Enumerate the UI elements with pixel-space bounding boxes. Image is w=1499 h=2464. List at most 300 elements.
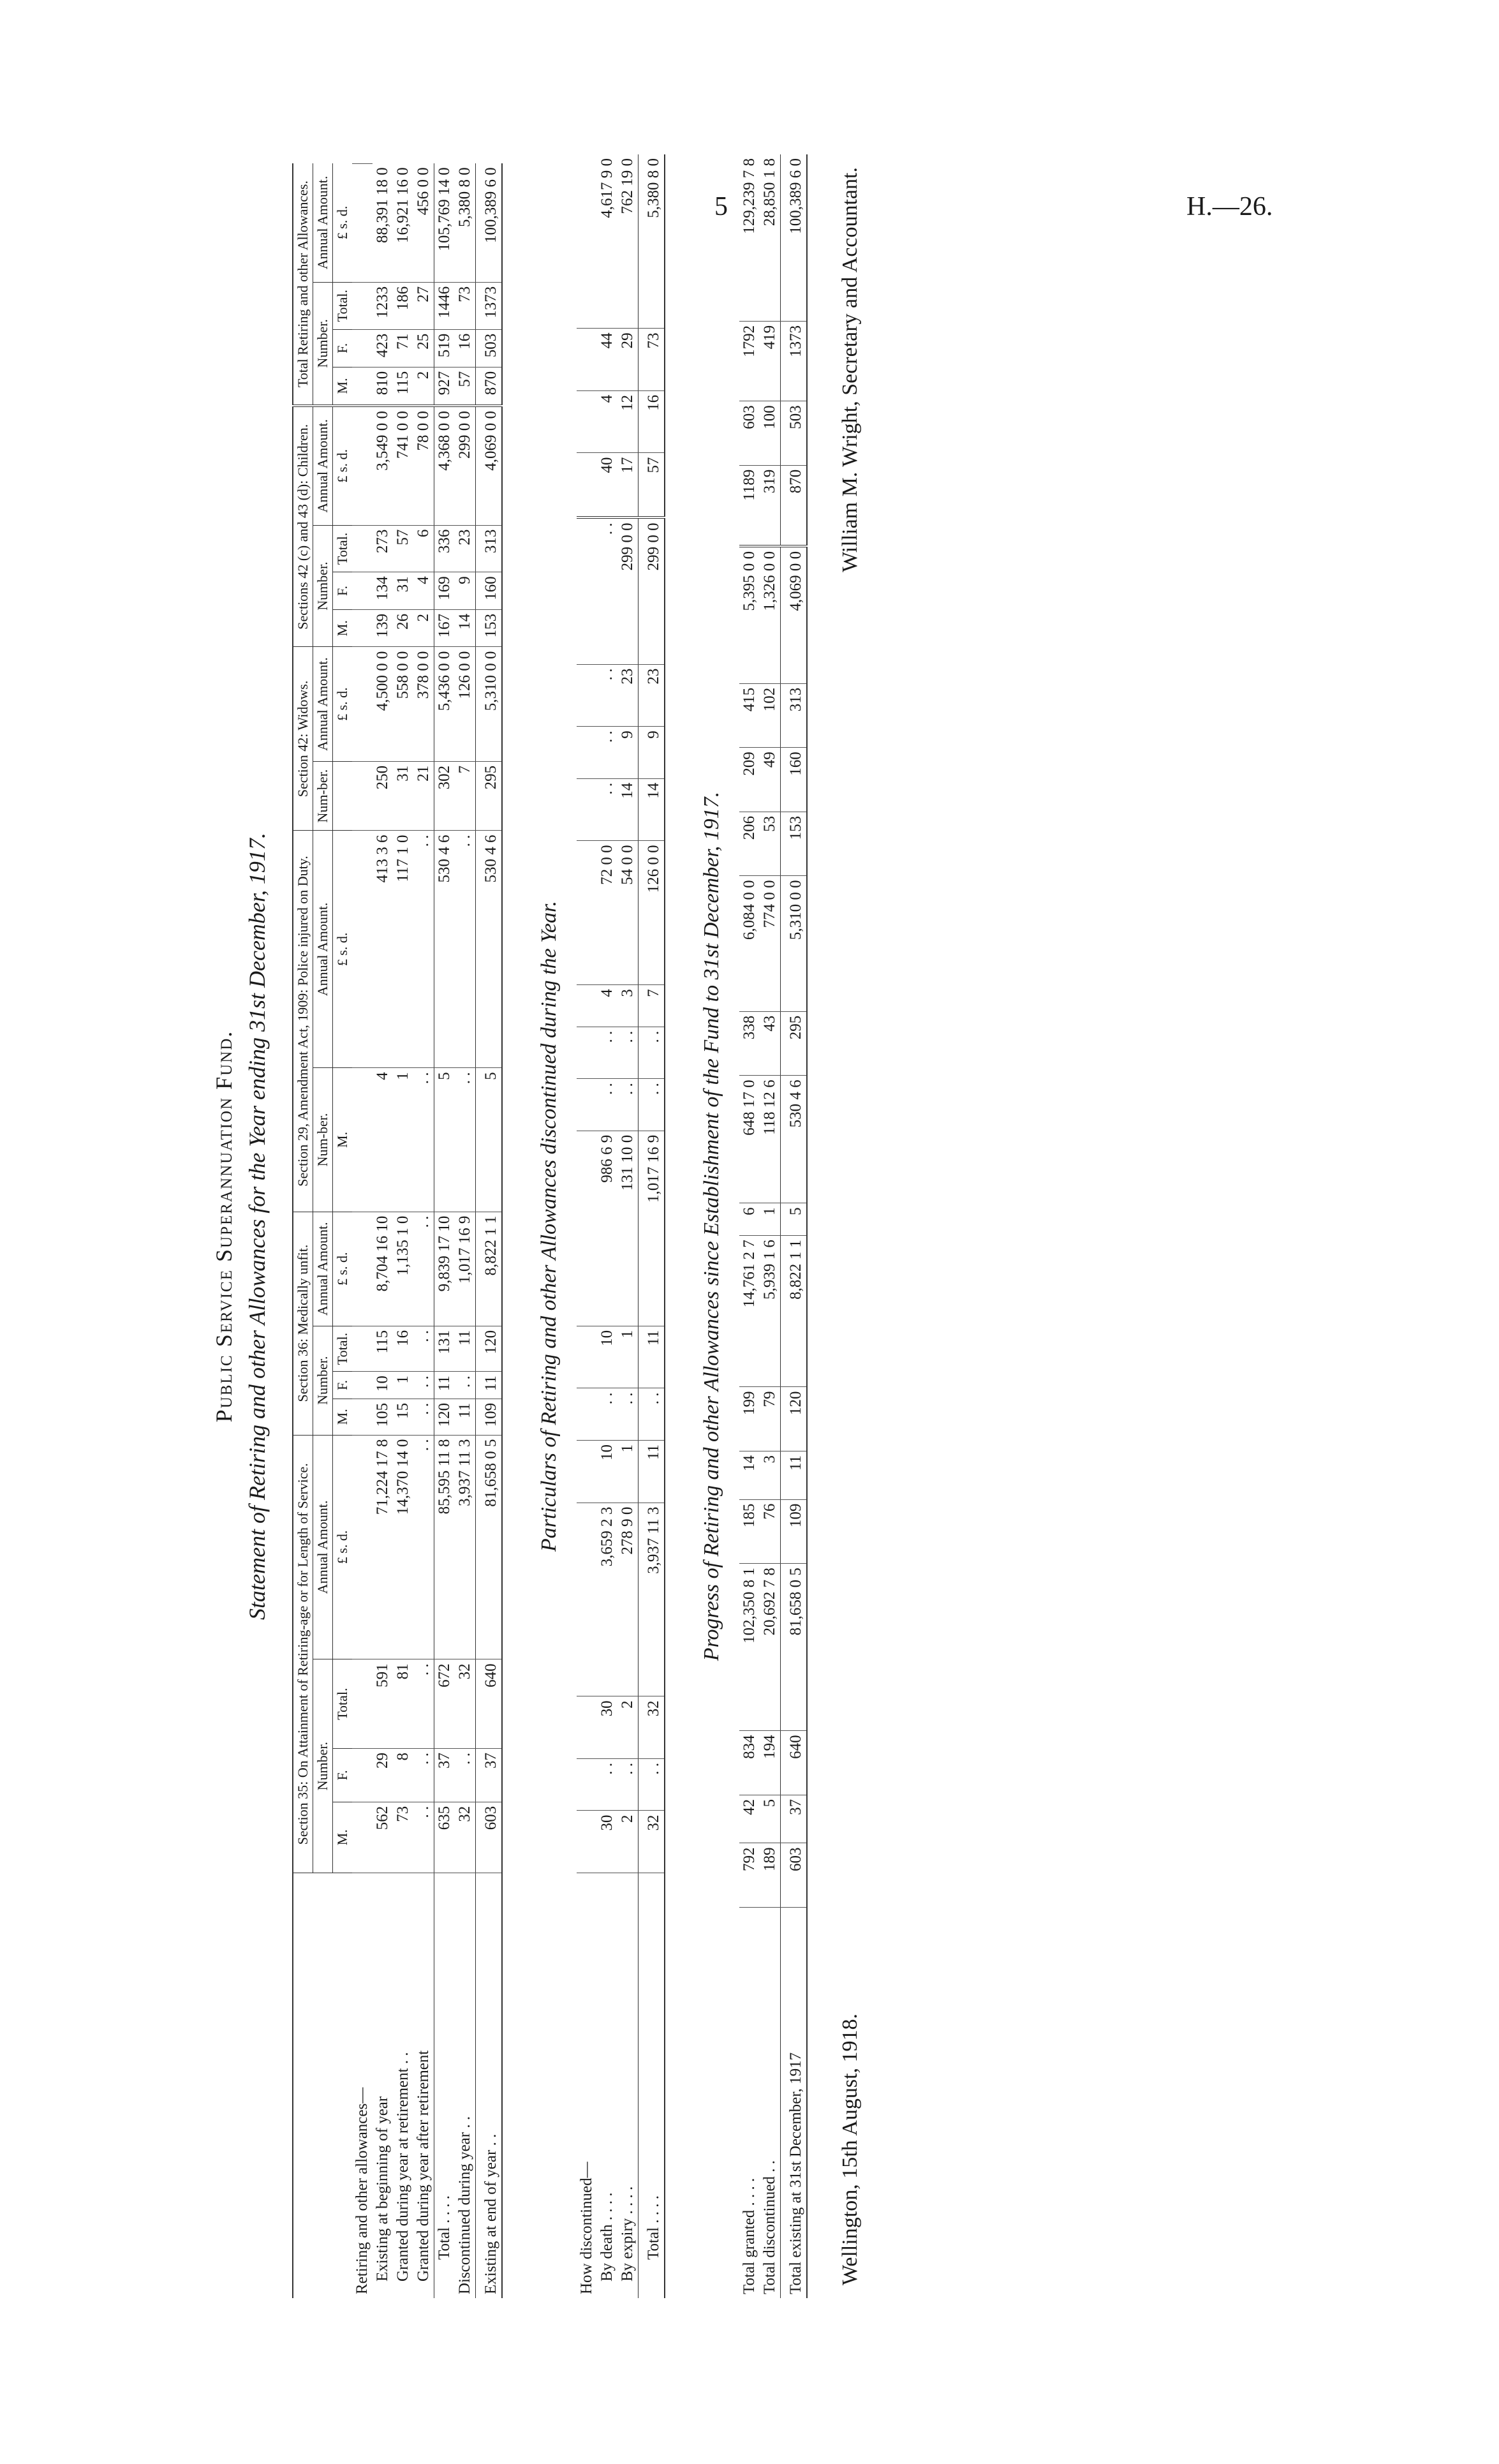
subheader-annual: Annual Amount. bbox=[313, 1212, 333, 1326]
cell: 10 bbox=[373, 1372, 393, 1399]
leaf-header-f: F. bbox=[333, 329, 353, 367]
cell: 672 bbox=[434, 1659, 455, 1749]
cell: 14,761 2 7 bbox=[739, 1236, 760, 1387]
cell bbox=[577, 1696, 597, 1759]
header-blank bbox=[333, 1873, 353, 2299]
cell: 11 bbox=[434, 1372, 455, 1399]
cell bbox=[352, 609, 373, 647]
header-blank bbox=[293, 1873, 313, 2299]
cell: 27 bbox=[413, 282, 434, 329]
cell: 167 bbox=[434, 609, 455, 647]
cell: 23 bbox=[639, 664, 665, 727]
cell: 169 bbox=[434, 572, 455, 610]
group-header-s36: Section 36: Medically unfit. bbox=[293, 1212, 313, 1435]
cell: 3 bbox=[760, 1451, 781, 1499]
leaf-header-m: M. bbox=[333, 1802, 353, 1873]
group-header-total: Total Retiring and other Allowances. bbox=[293, 163, 313, 406]
cell bbox=[352, 1212, 373, 1326]
cell: 5 bbox=[434, 1068, 455, 1212]
leaf-header-lsd: £ s. d. bbox=[333, 1435, 353, 1659]
cell: 6 bbox=[413, 525, 434, 572]
cell: 72 0 0 bbox=[597, 841, 617, 985]
cell: 160 bbox=[476, 572, 503, 610]
cell: 986 6 9 bbox=[597, 1131, 617, 1326]
cell: 8 bbox=[393, 1749, 413, 1802]
cell: . . bbox=[597, 1027, 617, 1079]
cell: . . bbox=[597, 1388, 617, 1441]
cell: 4,500 0 0 bbox=[373, 647, 393, 761]
row-label: Total granted . . . . bbox=[741, 2178, 758, 2294]
cell bbox=[577, 390, 597, 453]
progress-table bbox=[739, 154, 808, 2298]
row-label: By death . . . . bbox=[598, 2192, 616, 2282]
progress-row bbox=[739, 154, 760, 2298]
cell: 11 bbox=[455, 1326, 476, 1371]
cell: 870 bbox=[476, 367, 503, 406]
cell bbox=[352, 282, 373, 329]
row-label: Granted during year at retirement . . bbox=[394, 2052, 411, 2282]
cell: 5,939 1 6 bbox=[760, 1236, 781, 1387]
cell: 129,239 7 8 bbox=[739, 154, 760, 321]
cell: . . bbox=[617, 1758, 639, 1811]
cell: 299 0 0 bbox=[455, 406, 476, 525]
cell: 9 bbox=[639, 727, 665, 779]
cell: 1 bbox=[617, 1441, 639, 1503]
cell bbox=[352, 761, 373, 831]
cell: 4,617 9 0 bbox=[597, 154, 617, 329]
cell: 71,224 17 8 bbox=[373, 1435, 393, 1659]
statement-row bbox=[373, 154, 393, 2298]
cell bbox=[352, 647, 373, 761]
leaf-header-m: M. bbox=[333, 367, 353, 406]
cell bbox=[352, 1749, 373, 1802]
cell: 53 bbox=[760, 812, 781, 876]
cell bbox=[352, 1068, 373, 1212]
row-label: By expiry . . . . bbox=[619, 2186, 636, 2282]
cell: 3,937 11 3 bbox=[639, 1503, 665, 1696]
cell: 16 bbox=[639, 390, 665, 453]
cell: 378 0 0 bbox=[413, 647, 434, 761]
cell: 1 bbox=[393, 1068, 413, 1212]
cell: 57 bbox=[455, 367, 476, 406]
cell: 6,084 0 0 bbox=[739, 876, 760, 1011]
cell: 153 bbox=[476, 609, 503, 647]
cell: 299 0 0 bbox=[639, 517, 665, 664]
cell: 640 bbox=[781, 1731, 808, 1795]
cell: 603 bbox=[781, 1843, 808, 1908]
cell: . . bbox=[413, 1749, 434, 1802]
statement-subtitle: Statement of Retiring and other Allowances for the Year ending 31st December, 1917. bbox=[244, 833, 270, 1620]
cell: . . bbox=[617, 1079, 639, 1131]
cell: 295 bbox=[781, 1011, 808, 1076]
cell: 76 bbox=[760, 1499, 781, 1564]
cell: . . bbox=[639, 1758, 665, 1811]
cell: . . bbox=[413, 1372, 434, 1399]
leaf-header-tot: Total. bbox=[333, 525, 353, 572]
cell: 81,658 0 5 bbox=[476, 1435, 503, 1659]
cell: 519 bbox=[434, 329, 455, 367]
cell: 118 12 6 bbox=[760, 1076, 781, 1203]
cell bbox=[577, 1079, 597, 1131]
discontinued-row bbox=[577, 154, 597, 2298]
cell bbox=[577, 1326, 597, 1388]
statement-table-body bbox=[352, 154, 502, 2298]
cell: 648 17 0 bbox=[739, 1076, 760, 1203]
cell: 603 bbox=[476, 1802, 503, 1873]
cell: 37 bbox=[434, 1749, 455, 1802]
cell: 774 0 0 bbox=[760, 876, 781, 1011]
cell: 160 bbox=[781, 748, 808, 812]
cell bbox=[352, 329, 373, 367]
cell: 115 bbox=[373, 1326, 393, 1371]
progress-row bbox=[760, 154, 781, 2298]
cell: 562 bbox=[373, 1802, 393, 1873]
cell: 1792 bbox=[739, 321, 760, 401]
subheader-annual: Annual Amount. bbox=[313, 1435, 333, 1659]
cell bbox=[577, 778, 597, 841]
cell: . . bbox=[413, 1435, 434, 1659]
cell: 105,769 14 0 bbox=[434, 163, 455, 282]
cell: 336 bbox=[434, 525, 455, 572]
group-header-s35: Section 35: On Attainment of Retiring-age or for Length of Service. bbox=[293, 1435, 313, 1873]
cell: 741 0 0 bbox=[393, 406, 413, 525]
cell: 102,350 8 1 bbox=[739, 1564, 760, 1731]
group-header-s29: Section 29, Amendment Act, 1909: Police injured on Duty. bbox=[293, 831, 313, 1212]
discontinued-row bbox=[597, 154, 617, 2298]
cell: 126 0 0 bbox=[639, 841, 665, 985]
cell: 4 bbox=[373, 1068, 393, 1212]
cell bbox=[352, 1399, 373, 1435]
leaf-header-lsd: £ s. d. bbox=[333, 163, 353, 282]
cell: 100,389 6 0 bbox=[476, 163, 503, 282]
cell: 11 bbox=[639, 1326, 665, 1388]
cell: 32 bbox=[455, 1802, 476, 1873]
cell: 1446 bbox=[434, 282, 455, 329]
cell: 26 bbox=[393, 609, 413, 647]
cell: 23 bbox=[455, 525, 476, 572]
cell: . . bbox=[617, 1027, 639, 1079]
cell: 591 bbox=[373, 1659, 393, 1749]
cell: 4,069 0 0 bbox=[476, 406, 503, 525]
cell: 9,839 17 10 bbox=[434, 1212, 455, 1326]
cell: 3 bbox=[617, 985, 639, 1027]
subheader-number: Number. bbox=[313, 525, 333, 647]
cell: 17 bbox=[617, 453, 639, 517]
cell bbox=[352, 163, 373, 282]
cell: 503 bbox=[476, 329, 503, 367]
cell: 503 bbox=[781, 401, 808, 466]
leaf-header-lsd: £ s. d. bbox=[333, 831, 353, 1068]
cell: 194 bbox=[760, 1731, 781, 1795]
cell: . . bbox=[597, 1079, 617, 1131]
progress-row bbox=[781, 154, 808, 2298]
cell: 1 bbox=[617, 1326, 639, 1388]
cell: . . bbox=[413, 831, 434, 1068]
row-label: Total discontinued . . bbox=[761, 2160, 778, 2294]
cell: 16 bbox=[455, 329, 476, 367]
discontinued-table bbox=[577, 154, 665, 2298]
cell: 78 0 0 bbox=[413, 406, 434, 525]
cell: 2 bbox=[413, 367, 434, 406]
leaf-header-m: M. bbox=[333, 1399, 353, 1435]
cell: 189 bbox=[760, 1843, 781, 1908]
cell: 5 bbox=[781, 1203, 808, 1236]
cell: 278 9 0 bbox=[617, 1503, 639, 1696]
cell: 79 bbox=[760, 1387, 781, 1451]
cell: 11 bbox=[476, 1372, 503, 1399]
leaf-header-f: F. bbox=[333, 1749, 353, 1802]
content-body bbox=[210, 154, 862, 2298]
cell: 12 bbox=[617, 390, 639, 453]
cell: 29 bbox=[617, 329, 639, 391]
subheader-number: Number. bbox=[313, 1659, 333, 1873]
cell: 2 bbox=[617, 1811, 639, 1873]
cell bbox=[352, 154, 373, 163]
cell: 810 bbox=[373, 367, 393, 406]
cell: 28,850 1 8 bbox=[760, 154, 781, 321]
statement-row bbox=[455, 154, 476, 2298]
cell: 71 bbox=[393, 329, 413, 367]
leaf-header-f: F. bbox=[333, 572, 353, 610]
discontinued-title: Particulars of Retiring and other Allowances discontinued during the Year. bbox=[537, 901, 561, 1552]
cell: . . bbox=[639, 1079, 665, 1131]
cell: 32 bbox=[455, 1659, 476, 1749]
cell: . . bbox=[597, 1758, 617, 1811]
cell bbox=[577, 1811, 597, 1873]
cell: 3,937 11 3 bbox=[455, 1435, 476, 1659]
statement-row bbox=[393, 154, 413, 2298]
cell: 5 bbox=[760, 1795, 781, 1843]
cell: 3,659 2 3 bbox=[597, 1503, 617, 1696]
cell: 32 bbox=[639, 1696, 665, 1759]
cell: 603 bbox=[739, 401, 760, 466]
leaf-header-blank bbox=[333, 761, 353, 831]
cell: 40 bbox=[597, 453, 617, 517]
statement-row bbox=[413, 154, 434, 2298]
cell: . . bbox=[597, 727, 617, 779]
cell: 1 bbox=[760, 1203, 781, 1236]
cell: 37 bbox=[781, 1795, 808, 1843]
cell: 4,069 0 0 bbox=[781, 546, 808, 683]
cell: 120 bbox=[476, 1326, 503, 1371]
cell: . . bbox=[597, 778, 617, 841]
cell bbox=[577, 154, 597, 329]
cell: 1373 bbox=[781, 321, 808, 401]
cell: 37 bbox=[476, 1749, 503, 1802]
cell bbox=[352, 367, 373, 406]
cell: 186 bbox=[393, 282, 413, 329]
cell: 73 bbox=[455, 282, 476, 329]
cell: 11 bbox=[455, 1399, 476, 1435]
cell: 9 bbox=[617, 727, 639, 779]
cell: . . bbox=[639, 1388, 665, 1441]
cell: 102 bbox=[760, 683, 781, 748]
cell bbox=[577, 1503, 597, 1696]
cell: 32 bbox=[639, 1811, 665, 1873]
cell: 109 bbox=[781, 1499, 808, 1564]
cell bbox=[577, 985, 597, 1027]
cell: 10 bbox=[597, 1326, 617, 1388]
subheader-annual: Annual Amount. bbox=[313, 163, 333, 282]
cell: 120 bbox=[434, 1399, 455, 1435]
statement-row bbox=[434, 154, 455, 2298]
cell: 30 bbox=[597, 1696, 617, 1759]
cell: 1189 bbox=[739, 465, 760, 546]
cell: 319 bbox=[760, 465, 781, 546]
cell: 423 bbox=[373, 329, 393, 367]
cell: 25 bbox=[413, 329, 434, 367]
cell: 456 0 0 bbox=[413, 163, 434, 282]
cell: 81 bbox=[393, 1659, 413, 1749]
cell: 1 bbox=[393, 1372, 413, 1399]
cell: 126 0 0 bbox=[455, 647, 476, 761]
cell: . . bbox=[455, 1372, 476, 1399]
cell: 313 bbox=[476, 525, 503, 572]
cell: 57 bbox=[639, 453, 665, 517]
cell: 635 bbox=[434, 1802, 455, 1873]
cell: 415 bbox=[739, 683, 760, 748]
cell: 120 bbox=[781, 1387, 808, 1451]
cell bbox=[577, 453, 597, 517]
cell: . . bbox=[639, 1027, 665, 1079]
cell bbox=[577, 1388, 597, 1441]
cell: 131 bbox=[434, 1326, 455, 1371]
cell bbox=[577, 517, 597, 664]
cell bbox=[352, 525, 373, 572]
cell: . . bbox=[597, 664, 617, 727]
cell: 8,822 1 1 bbox=[476, 1212, 503, 1326]
cell: 131 10 0 bbox=[617, 1131, 639, 1326]
cell: 49 bbox=[760, 748, 781, 812]
cell: . . bbox=[413, 1212, 434, 1326]
cell: . . bbox=[413, 1802, 434, 1873]
progress-table-body bbox=[739, 154, 807, 2298]
cell: 206 bbox=[739, 812, 760, 876]
cell: 153 bbox=[781, 812, 808, 876]
cell bbox=[352, 1435, 373, 1659]
cell: 9 bbox=[455, 572, 476, 610]
cell: 209 bbox=[739, 748, 760, 812]
cell: 43 bbox=[760, 1011, 781, 1076]
cell: 762 19 0 bbox=[617, 154, 639, 329]
row-label: Existing at beginning of year bbox=[374, 2096, 391, 2282]
leaf-header-lsd: £ s. d. bbox=[333, 647, 353, 761]
footer bbox=[838, 154, 862, 2298]
cell: . . bbox=[455, 1068, 476, 1212]
cell: 54 0 0 bbox=[617, 841, 639, 985]
discontinued-table-body bbox=[577, 154, 665, 2298]
cell: . . bbox=[413, 1399, 434, 1435]
leaf-header-tot: Total. bbox=[333, 282, 353, 329]
row-label: Total existing at 31st December, 1917 bbox=[781, 1908, 808, 2299]
cell: 16 bbox=[393, 1326, 413, 1371]
cell: 134 bbox=[373, 572, 393, 610]
group-header-s42w: Section 42: Widows. bbox=[293, 647, 313, 831]
cell: 31 bbox=[393, 761, 413, 831]
page-number: 5 bbox=[714, 192, 728, 221]
row-label: Existing at end of year . . bbox=[476, 1873, 503, 2299]
cell: . . bbox=[597, 517, 617, 664]
cell bbox=[577, 1441, 597, 1503]
cell: 29 bbox=[373, 1749, 393, 1802]
cell: 44 bbox=[597, 329, 617, 391]
cell: 185 bbox=[739, 1499, 760, 1564]
cell: 21 bbox=[413, 761, 434, 831]
cell: 1,017 16 9 bbox=[455, 1212, 476, 1326]
cell: 105 bbox=[373, 1399, 393, 1435]
cell: . . bbox=[455, 1749, 476, 1802]
discontinued-row bbox=[639, 154, 665, 2298]
cell: 6 bbox=[739, 1203, 760, 1236]
cell: 7 bbox=[639, 985, 665, 1027]
cell: 85,595 11 8 bbox=[434, 1435, 455, 1659]
cell: 927 bbox=[434, 367, 455, 406]
row-label: Discontinued during year . . bbox=[456, 2116, 473, 2294]
statement-table-header bbox=[293, 154, 352, 2298]
cell: 73 bbox=[393, 1802, 413, 1873]
cell: . . bbox=[455, 831, 476, 1068]
statement-row bbox=[352, 154, 373, 2298]
leaf-header-m: M. bbox=[333, 609, 353, 647]
cell: 42 bbox=[739, 1795, 760, 1843]
cell: 14 bbox=[455, 609, 476, 647]
cell: 530 4 6 bbox=[781, 1076, 808, 1203]
cell: 834 bbox=[739, 1731, 760, 1795]
cell: 530 4 6 bbox=[434, 831, 455, 1068]
row-label: How discontinued— bbox=[578, 2162, 595, 2294]
cell: 100 bbox=[760, 401, 781, 466]
cell bbox=[352, 831, 373, 1068]
cell: 11 bbox=[639, 1441, 665, 1503]
cell: 117 1 0 bbox=[393, 831, 413, 1068]
cell: 295 bbox=[476, 761, 503, 831]
cell: 16,921 16 0 bbox=[393, 163, 413, 282]
subheader-num_ber: Num-ber. bbox=[313, 1068, 333, 1212]
leaf-header-f: F. bbox=[333, 1372, 353, 1399]
cell: 20,692 7 8 bbox=[760, 1564, 781, 1731]
cell: 2 bbox=[617, 1696, 639, 1759]
cell bbox=[577, 1131, 597, 1326]
cell: 299 0 0 bbox=[617, 517, 639, 664]
cell bbox=[352, 406, 373, 525]
subheader-annual: Annual Amount. bbox=[313, 406, 333, 525]
cell: 8,822 1 1 bbox=[781, 1236, 808, 1387]
cell: 5,380 8 0 bbox=[455, 163, 476, 282]
cell: 1233 bbox=[373, 282, 393, 329]
cell: . . bbox=[617, 1388, 639, 1441]
cell: 3,549 0 0 bbox=[373, 406, 393, 525]
cell: 109 bbox=[476, 1399, 503, 1435]
subheader-annual: Annual Amount. bbox=[313, 647, 333, 761]
subheader-annual: Annual Amount. bbox=[313, 831, 333, 1068]
cell: 273 bbox=[373, 525, 393, 572]
cell: 100,389 6 0 bbox=[781, 154, 808, 321]
cell: 88,391 18 0 bbox=[373, 163, 393, 282]
cell: 338 bbox=[739, 1011, 760, 1076]
cell: 10 bbox=[597, 1441, 617, 1503]
cell: 1373 bbox=[476, 282, 503, 329]
cell: 2 bbox=[413, 609, 434, 647]
row-label: Granted during year after retirement bbox=[415, 2050, 432, 2282]
signature: William M. Wright, Secretary and Accountant. bbox=[838, 167, 862, 572]
cell bbox=[352, 1326, 373, 1371]
cell: 14 bbox=[739, 1451, 760, 1499]
leaf-header-lsd: £ s. d. bbox=[333, 406, 353, 525]
cell: 14,370 14 0 bbox=[393, 1435, 413, 1659]
cell: 792 bbox=[739, 1843, 760, 1908]
cell bbox=[352, 1659, 373, 1749]
subheader-number: Number. bbox=[313, 1326, 333, 1435]
